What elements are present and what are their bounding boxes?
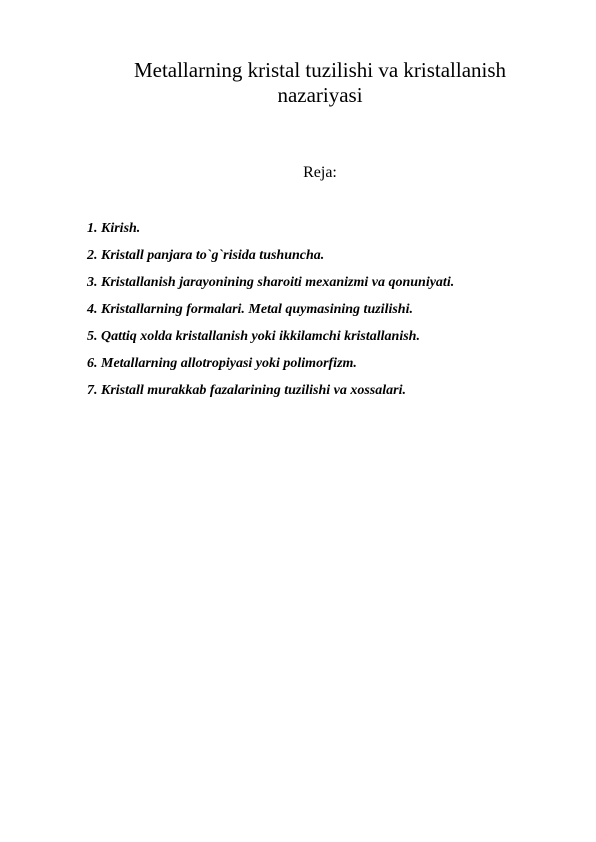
plan-item-3: 3. Kristallanish jarayonining sharoiti mexanizmi va qonuniyati. xyxy=(87,275,455,290)
plan-item-5: 5. Qattiq xolda kristallanish yoki ikkilamchi kristallanish. xyxy=(87,329,420,344)
plan-item-4: 4. Kristallarning formalari. Metal quymasining tuzilishi. xyxy=(87,302,413,317)
plan-heading: Reja: xyxy=(303,164,337,181)
plan-list xyxy=(87,220,454,409)
document-title: Metallarning kristal tuzilishi va kristallanish nazariyasi xyxy=(133,58,507,107)
plan-item-1: 1. Kirish. xyxy=(87,221,141,236)
plan-item-2: 2. Kristall panjara to`g`risida tushuncha. xyxy=(87,248,325,263)
plan-item-7: 7. Kristall murakkab fazalarining tuzilishi va xossalari. xyxy=(87,383,406,398)
plan-item-6: 6. Metallarning allotropiyasi yoki polimorfizm. xyxy=(87,356,357,371)
